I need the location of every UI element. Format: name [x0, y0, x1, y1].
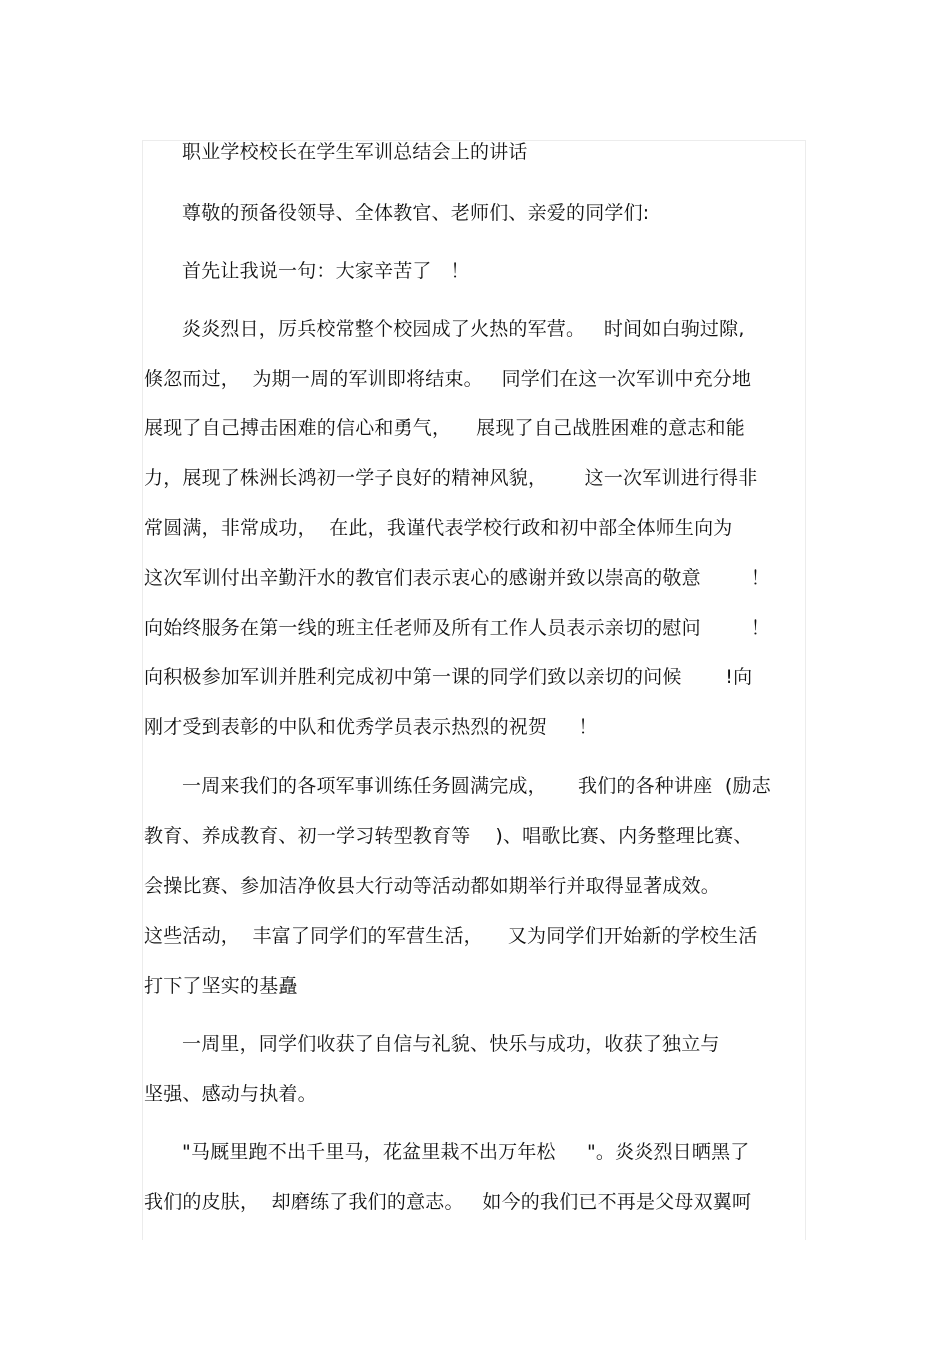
paragraph-line: 炎炎烈日，厉兵校常整个校园成了火热的军营。 时间如白驹过隙,: [182, 318, 745, 340]
paragraph-line: 打下了坚实的基矗: [144, 975, 298, 997]
paragraph-line: 向始终服务在第一线的班主任老师及所有工作人员表示亲切的慰问 ！: [144, 617, 770, 639]
paragraph-line: 刚才受到表彰的中队和优秀学员表示热烈的祝贺 ！: [144, 716, 598, 738]
document-title: 职业学校校长在学生军训总结会上的讲话: [182, 141, 528, 163]
paragraph-line: 倏忽而过， 为期一周的军训即将结束。 同学们在这一次军训中充分地: [144, 368, 752, 390]
paragraph-line: 向积极参加军训并胜利完成初中第一课的同学们致以亲切的问候 !向: [144, 666, 753, 688]
paragraph-line: 这次军训付出辛勤汗水的教官们表示衷心的感谢并致以崇高的敬意 ！: [144, 567, 770, 589]
paragraph-line: 会操比赛、参加洁净攸县大行动等活动都如期举行并取得显著成效。: [144, 875, 721, 897]
paragraph-line: 一周里，同学们收获了自信与礼貌、快乐与成功，收获了独立与: [182, 1033, 720, 1055]
opening-line: 首先让我说一句：大家辛苦了 ！: [182, 260, 470, 282]
paragraph-line: "马厩里跑不出千里马，花盆里栽不出万年松 "。炎炎烈日晒黑了: [182, 1141, 750, 1163]
paragraph-line: 展现了自己搏击困难的信心和勇气， 展现了自己战胜困难的意志和能: [144, 417, 745, 439]
paragraph-line: 坚强、感动与执着。: [144, 1083, 317, 1105]
paragraph-line: 力，展现了株洲长鸿初一学子良好的精神风貌， 这一次军训进行得非: [144, 467, 758, 489]
paragraph-line: 教育、养成教育、初一学习转型教育等 )、唱歌比赛、内务整理比赛、: [144, 825, 753, 847]
paragraph-line: 这些活动， 丰富了同学们的军营生活， 又为同学们开始新的学校生活: [144, 925, 758, 947]
paragraph-line: 常圆满，非常成功， 在此，我谨代表学校行政和初中部全体师生向为: [144, 517, 733, 539]
paragraph-line: 我们的皮肤， 却磨练了我们的意志。 如今的我们已不再是父母双翼呵: [144, 1191, 752, 1213]
salutation-line: 尊敬的预备役领导、全体教官、老师们、亲爱的同学们:: [182, 202, 650, 224]
paragraph-line: 一周来我们的各项军事训练任务圆满完成， 我们的各种讲座 (励志: [182, 775, 771, 797]
